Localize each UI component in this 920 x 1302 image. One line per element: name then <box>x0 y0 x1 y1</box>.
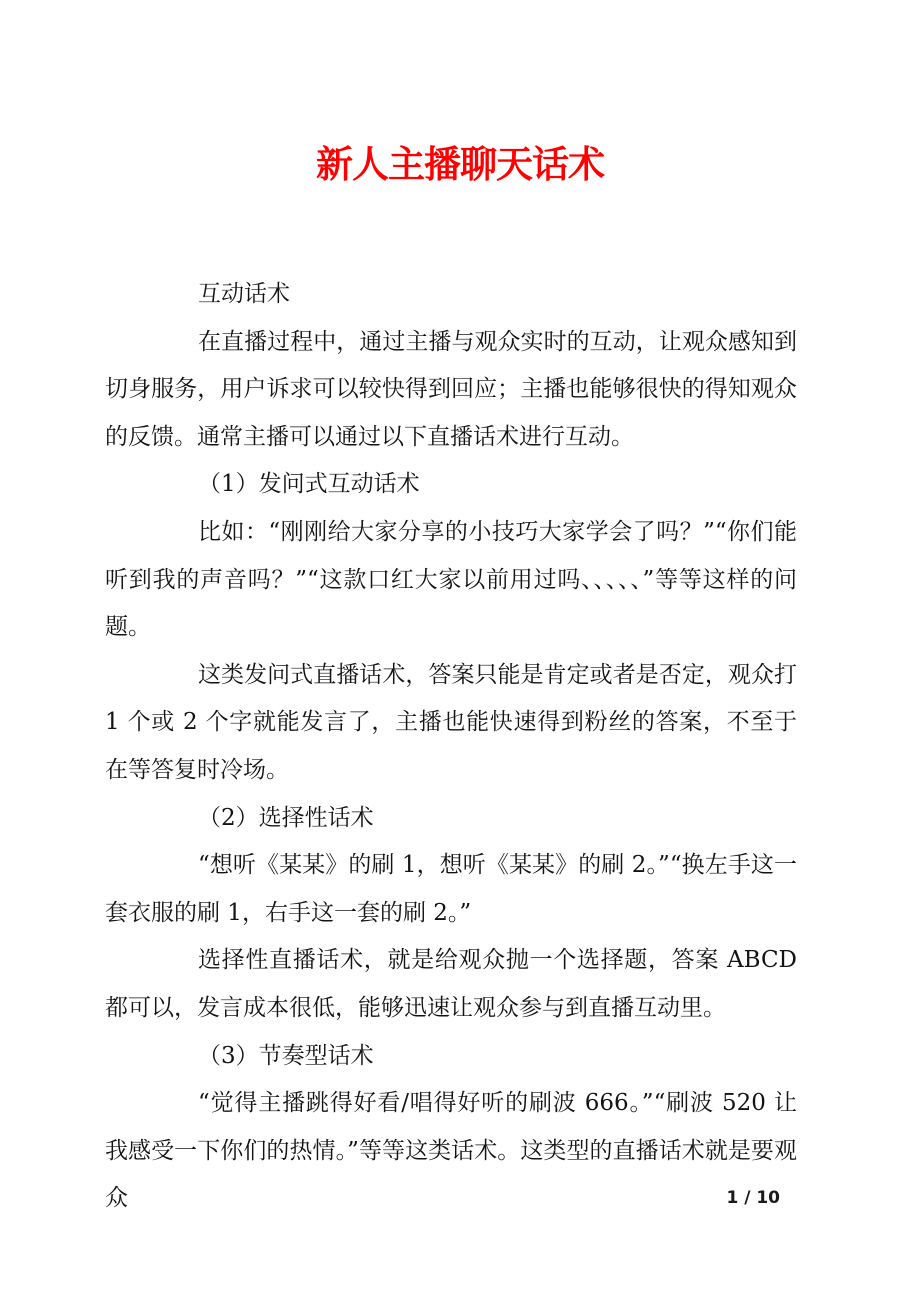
paragraph: 这类发问式直播话术，答案只能是肯定或者是否定，观众打 1 个或 2 个字就能发言了，主播也能快速得到粉丝的答案，不至于在等答复时冷场。 <box>105 661 797 783</box>
paragraph-heading-2: （2）选择性话术 <box>198 804 374 831</box>
document-title: 新人主播聊天话术 <box>316 142 604 186</box>
paragraph: 比如：“刚刚给大家分享的小技巧大家学会了吗？”“你们能听到我的声音吗？”“这款口红大家以前用过吗、、、、、”等等这样的问题。 <box>105 518 797 641</box>
document-body <box>105 271 797 1223</box>
paragraph-heading-interaction: 互动话术 <box>198 281 290 307</box>
paragraph: 在直播过程中，通过主播与观众实时的互动，让观众感知到切身服务，用户诉求可以较快得到回应；主播也能够很快的得知观众的反馈。通常主播可以通过以下直播话术进行互动。 <box>105 328 797 450</box>
paragraph-heading-1: （1）发问式互动话术 <box>198 471 420 498</box>
paragraph-heading-3: （3）节奏型话术 <box>198 1042 374 1069</box>
page-number-indicator: 1 / 10 <box>726 1188 780 1208</box>
paragraph: “觉得主播跳得好看/唱得好听的刷波 666。”“刷波 520 让我感受一下你们的热情。”等等这类话术。这类型的直播话术就是要观众 <box>105 1090 797 1212</box>
paragraph: 选择性直播话术，就是给观众抛一个选择题，答案 ABCD 都可以，发言成本很低，能够迅速让观众参与到直播互动里。 <box>105 947 797 1021</box>
paragraph: “想听《某某》的刷 1，想听《某某》的刷 2。”“换左手这一套衣服的刷 1，右手这一套的刷 2。” <box>105 852 797 926</box>
